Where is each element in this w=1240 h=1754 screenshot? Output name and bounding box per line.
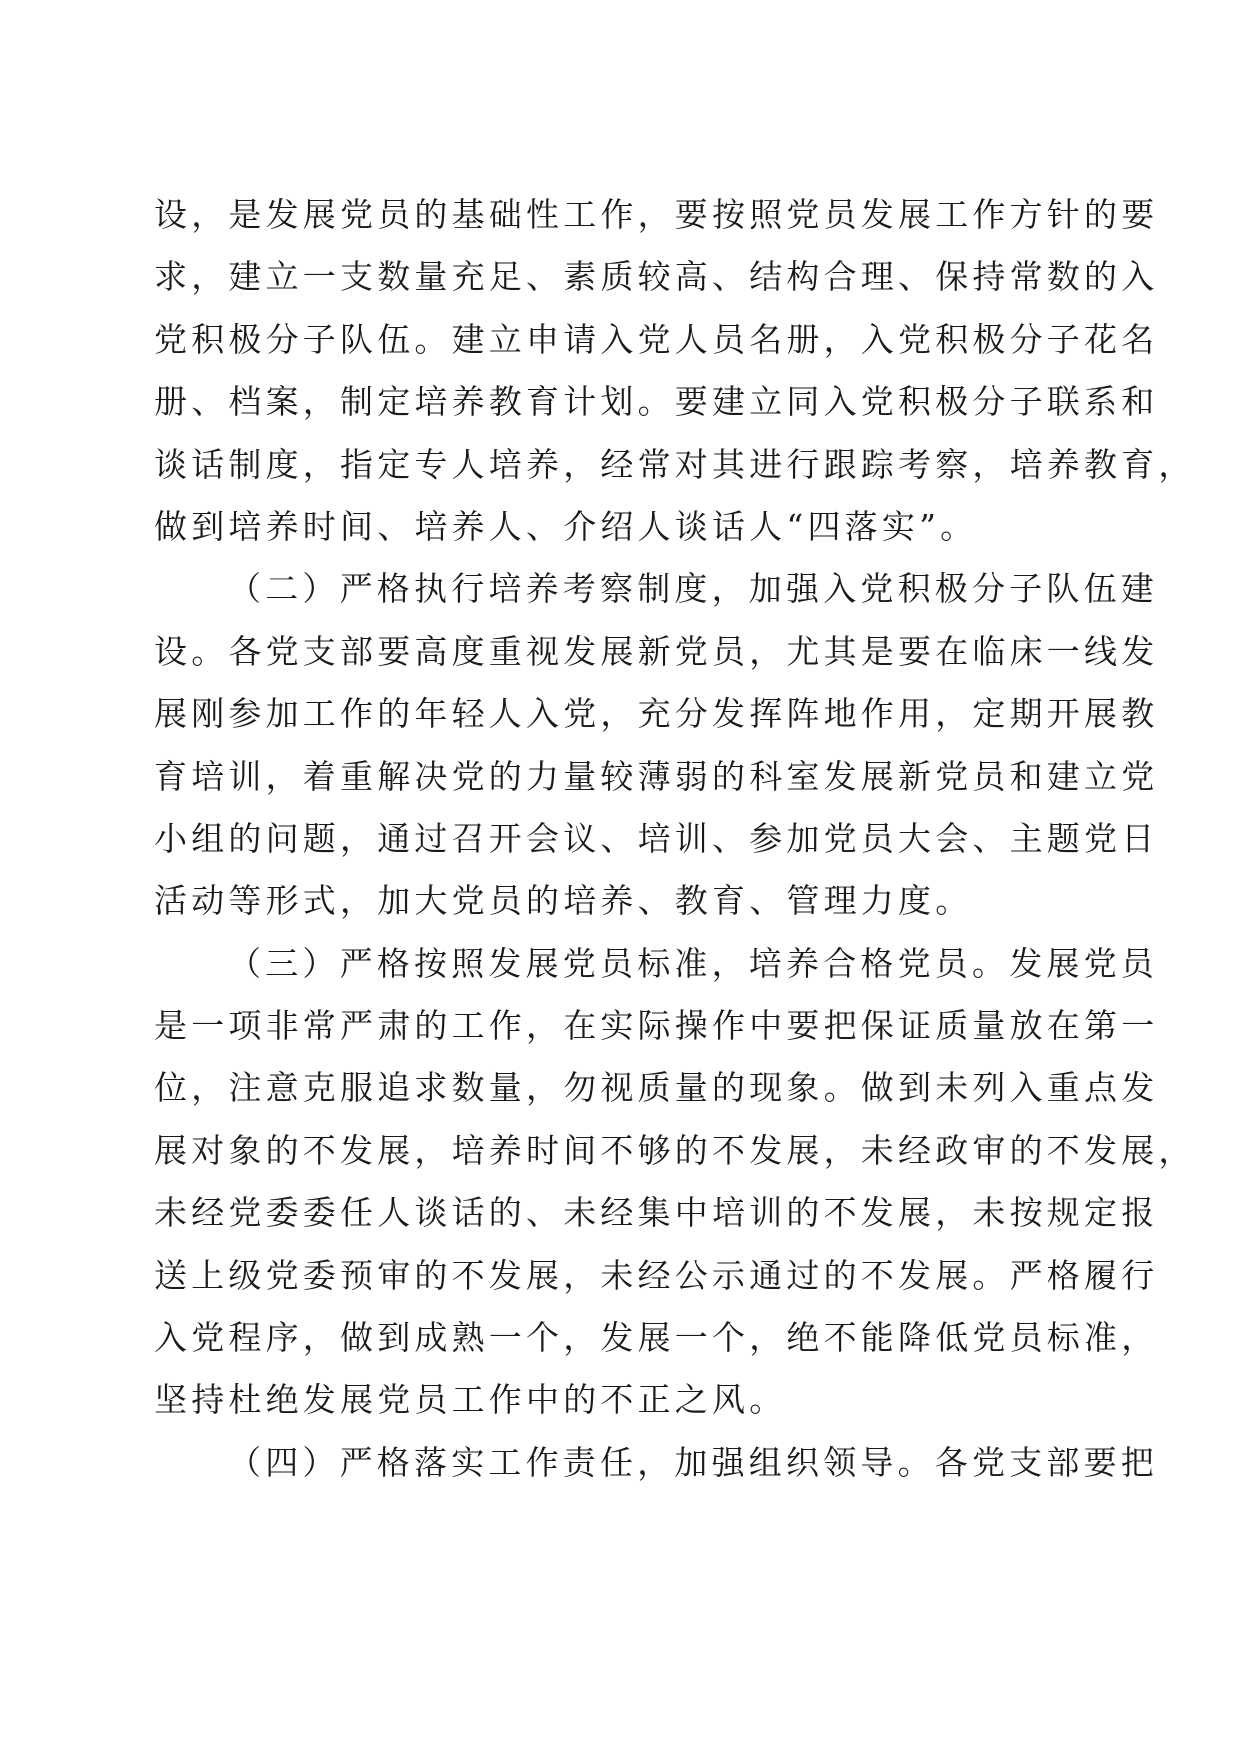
text-line: 做到培养时间、培养人、介绍人谈话人“四落实”。 <box>154 506 978 546</box>
text-line: 设，是发展党员的基础性工作，要按照党员发展工作方针的要 <box>154 195 1159 234</box>
text-line: 未经党委委任人谈话的、未经集中培训的不发展，未按规定报 <box>154 1193 1159 1233</box>
text-line: 育培训，着重解决党的力量较薄弱的科室发展新党员和建立党 <box>154 756 1159 796</box>
text-line: 活动等形式，加大党员的培养、教育、管理力度。 <box>154 881 973 921</box>
text-line: 展刚参加工作的年轻人入党，充分发挥阵地作用，定期开展教 <box>154 694 1159 734</box>
paragraph-heading-2: （二）严格执行培养考察制度，加强入党积极分子队伍建 <box>228 569 1158 609</box>
text-line: 是一项非常严肃的工作，在实际操作中要把保证质量放在第一 <box>154 1006 1159 1046</box>
text-line: 册、档案，制定培养教育计划。要建立同入党积极分子联系和 <box>154 382 1159 422</box>
text-line: 坚持杜绝发展党员工作中的不正之风。 <box>154 1380 787 1420</box>
document-body <box>154 184 1196 1494</box>
text-line: 小组的问题，通过召开会议、培训、参加党员大会、主题党日 <box>154 818 1159 858</box>
text-line: 谈话制度，指定专人培养，经常对其进行跟踪考察，培养教育， <box>154 444 1196 484</box>
text-line: 送上级党委预审的不发展，未经公示通过的不发展。严格履行 <box>154 1255 1159 1295</box>
text-line: 设。各党支部要高度重视发展新党员，尤其是要在临床一线发 <box>154 631 1159 671</box>
text-line: 入党程序，做到成熟一个，发展一个，绝不能降低党员标准， <box>154 1318 1159 1358</box>
text-line: 展对象的不发展，培养时间不够的不发展，未经政审的不发展， <box>154 1130 1196 1170</box>
text-line: 求，建立一支数量充足、素质较高、结构合理、保持常数的入 <box>154 257 1159 297</box>
paragraph-heading-4: （四）严格落实工作责任，加强组织领导。各党支部要把 <box>228 1442 1158 1482</box>
text-line: 党积极分子队伍。建立申请入党人员名册，入党积极分子花名 <box>154 319 1159 359</box>
paragraph-heading-3: （三）严格按照发展党员标准，培养合格党员。发展党员 <box>228 943 1158 983</box>
text-line: 位，注意克服追求数量，勿视质量的现象。做到未列入重点发 <box>154 1068 1159 1108</box>
